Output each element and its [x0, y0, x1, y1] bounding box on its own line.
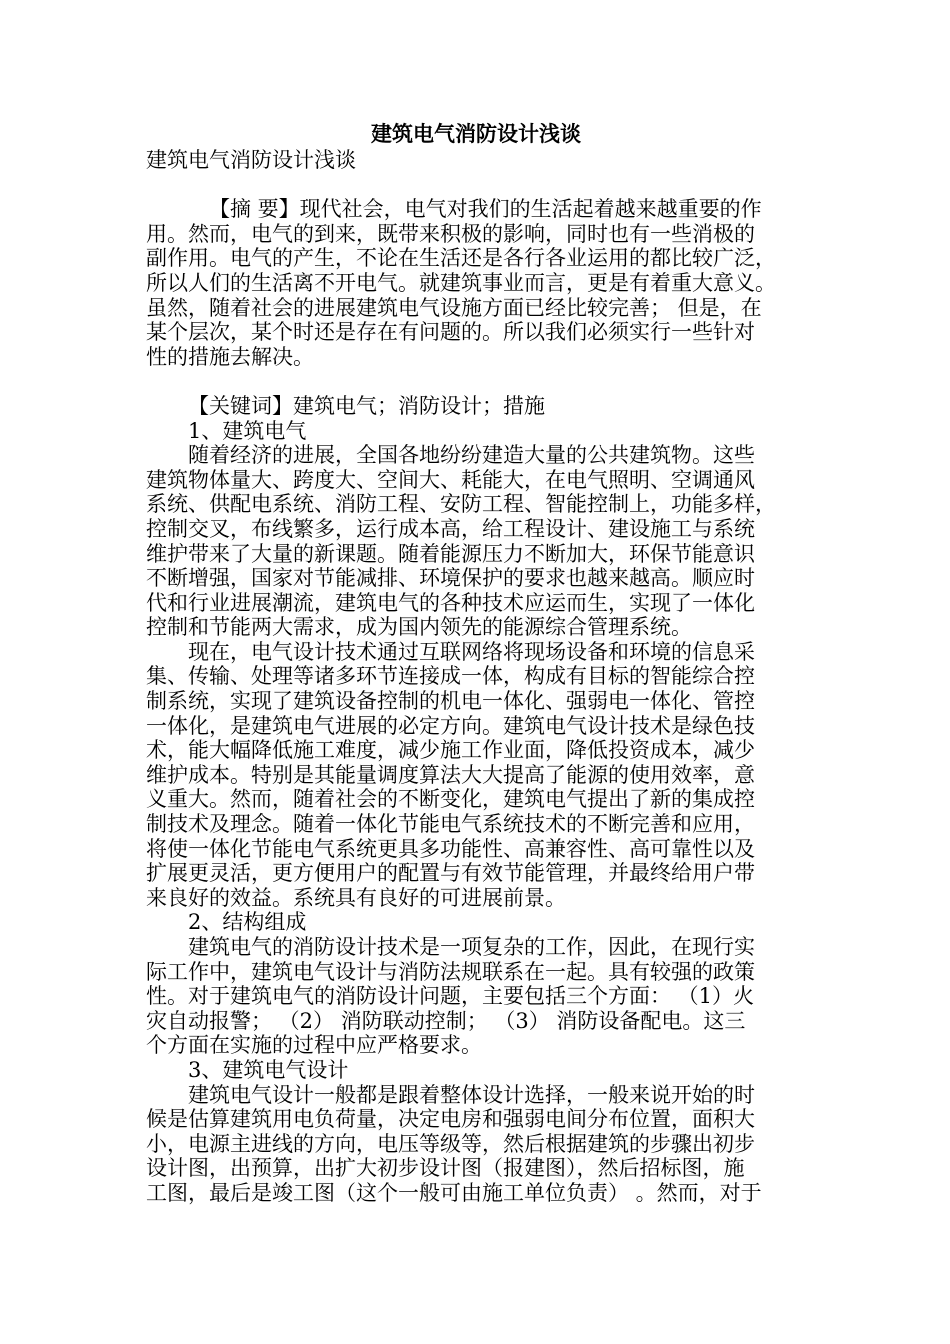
abstract-line: 虽然，随着社会的进展建筑电气设施方面已经比较完善； 但是，在: [146, 295, 762, 320]
section-heading: 2、结构组成: [188, 910, 307, 935]
paragraph-line: 性。对于建筑电气的消防设计问题，主要包括三个方面： （1）火: [146, 984, 755, 1009]
abstract-line: 【摘 要】现代社会，电气对我们的生活起着越来越重要的作: [209, 197, 762, 222]
paragraph-line: 小，电源主进线的方向，电压等级等，然后根据建筑的步骤出初步: [146, 1131, 755, 1156]
paragraph-line: 维护带来了大量的新课题。随着能源压力不断加大，环保节能意识: [146, 541, 755, 566]
spacer: [146, 173, 806, 198]
paragraph-line: 个方面在实施的过程中应严格要求。: [146, 1033, 482, 1058]
paragraph-line: 集、传输、处理等诸多环节连接成一体，构成有目标的智能综合控: [146, 664, 755, 689]
document-subtitle: 建筑电气消防设计浅谈: [146, 148, 356, 172]
paragraph-line: 不断增强，国家对节能减排、环境保护的要求也越来越高。顺应时: [146, 566, 755, 591]
keywords: 【关键词】建筑电气；消防设计；措施: [188, 393, 545, 418]
paragraph-line: 将使一体化节能电气系统更具多功能性、高兼容性、高可靠性以及: [146, 836, 755, 861]
paragraph-line: 随着经济的进展，全国各地纷纷建造大量的公共建筑物。这些: [188, 443, 755, 468]
paragraph-line: 术，能大幅降低施工难度，减少施工作业面，降低投资成本，减少: [146, 738, 755, 763]
paragraph-line: 制技术及理念。随着一体化节能电气系统技术的不断完善和应用，: [146, 812, 755, 837]
paragraph-line: 设计图，出预算，出扩大初步设计图（报建图），然后招标图，施: [146, 1156, 745, 1181]
abstract-line: 所以人们的生活离不开电气。就建筑事业而言，更是有着重大意义。: [146, 270, 776, 295]
abstract-line: 某个层次，某个时还是存在有问题的。所以我们必须实行一些针对: [146, 320, 755, 345]
section2-paragraph: [146, 935, 806, 1058]
paragraph-line: 现在，电气设计技术通过互联网络将现场设备和环境的信息采: [188, 639, 755, 664]
paragraph-line: 义重大。然而，随着社会的不断变化，建筑电气提出了新的集成控: [146, 787, 755, 812]
abstract-line: 性的措施去解决。: [146, 344, 314, 369]
paragraph-line: 建筑电气设计一般都是跟着整体设计选择，一般来说开始的时: [188, 1082, 755, 1107]
section3-paragraph: [146, 1083, 806, 1206]
abstract-line: 用。然而，电气的到来，既带来积极的影响，同时也有一些消极的: [146, 221, 755, 246]
paragraph-line: 来良好的效益。系统具有良好的可进展前景。: [146, 885, 566, 910]
document-page: [146, 120, 806, 1206]
section-heading: 1、建筑电气: [188, 418, 307, 443]
paragraph-line: 控制和节能两大需求，成为国内领先的能源综合管理系统。: [146, 615, 692, 640]
paragraph-line: 维护成本。特别是其能量调度算法大大提高了能源的使用效率，意: [146, 762, 755, 787]
paragraph-line: 候是估算建筑用电负荷量，决定电房和强弱电间分布位置，面积大: [146, 1107, 755, 1132]
section1-paragraph1: [146, 443, 806, 640]
paragraph-line: 控制交叉，布线繁多，运行成本高，给工程设计、建设施工与系统: [146, 516, 755, 541]
paragraph-line: 一体化，是建筑电气进展的必定方向。建筑电气设计技术是绿色技: [146, 713, 755, 738]
paragraph-line: 系统、供配电系统、消防工程、安防工程、智能控制上，功能多样，: [146, 492, 776, 517]
paragraph-line: 建筑物体量大、跨度大、空间大、耗能大，在电气照明、空调通风: [146, 467, 755, 492]
abstract-line: 副作用。电气的产生，不论在生活还是各行各业运用的都比较广泛，: [146, 246, 776, 271]
section-heading: 3、建筑电气设计: [188, 1057, 349, 1082]
paragraph-line: 工图，最后是竣工图（这个一般可由施工单位负责） 。然而，对于: [146, 1180, 762, 1205]
section1-paragraph2: [146, 640, 806, 911]
paragraph-line: 灾自动报警； （2） 消防联动控制； （3） 消防设备配电。这三: [146, 1008, 746, 1033]
document-title: 建筑电气消防设计浅谈: [371, 121, 581, 146]
paragraph-line: 建筑电气的消防设计技术是一项复杂的工作，因此，在现行实: [188, 935, 755, 959]
paragraph-line: 扩展更灵活，更方便用户的配置与有效节能管理，并最终给用户带: [146, 861, 755, 886]
paragraph-line: 制系统，实现了建筑设备控制的机电一体化、强弱电一体化、管控: [146, 689, 755, 714]
abstract: [146, 197, 806, 369]
paragraph-line: 代和行业进展潮流，建筑电气的各种技术应运而生，实现了一体化: [146, 590, 755, 615]
paragraph-line: 际工作中，建筑电气设计与消防法规联系在一起。具有较强的政策: [146, 959, 755, 984]
spacer: [146, 369, 806, 394]
